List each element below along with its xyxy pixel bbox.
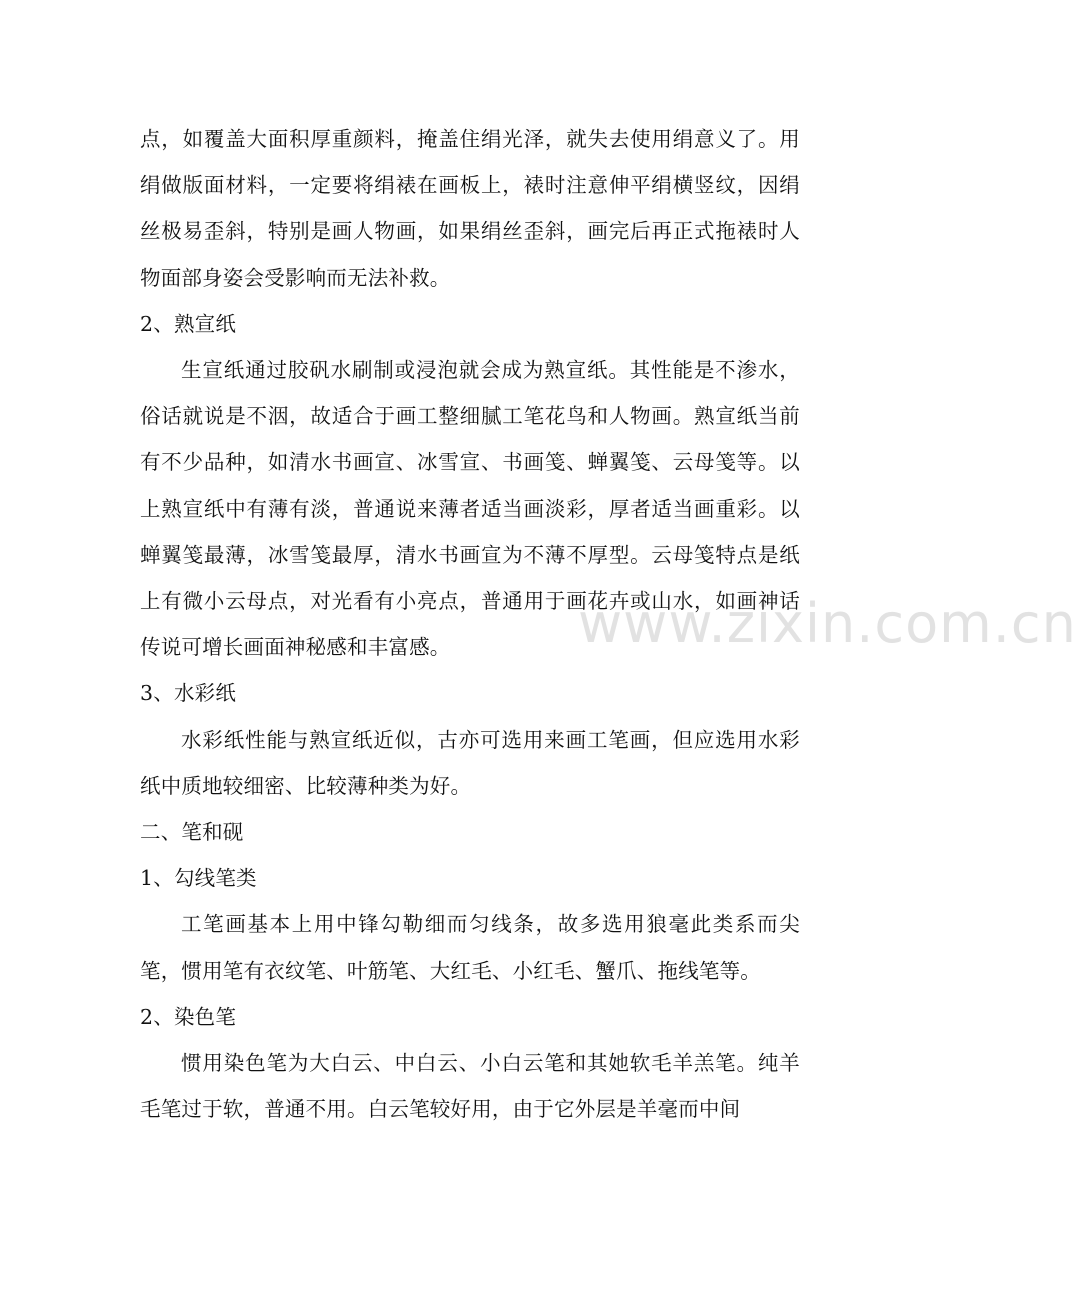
paragraph-coloring-brushes: 惯用染色笔为大白云、中白云、小白云笔和其她软毛羊羔笔。纯羊毛笔过于软，普通不用。白云笔较好用，由于它外层是羊毫而中间 [140, 1051, 800, 1122]
document-body [140, 116, 800, 1132]
heading-brush-and-inkstone: 二、笔和砚 [140, 820, 244, 845]
paragraph-silk-continued: 点，如覆盖大面积厚重颜料，掩盖住绢光泽，就失去使用绢意义了。用绢做版面材料，一定要将绢裱在画板上，裱时注意伸平绢横竖纹，因绢丝极易歪斜，特别是画人物画，如果绢丝歪斜，画完后再正式拖裱时人物面部身姿会受影响而无法补救。 [140, 127, 800, 290]
heading-coloring-brushes: 2、染色笔 [140, 1004, 237, 1029]
heading-line-brushes: 1、勾线笔类 [140, 866, 257, 891]
paragraph-shu-xuan-paper: 生宣纸通过胶矾水刷制或浸泡就会成为熟宣纸。其性能是不渗水，俗话就说是不洇，故适合于画工整细腻工笔花鸟和人物画。熟宣纸当前有不少品种，如清水书画宣、冰雪宣、书画笺、蝉翼笺、云母笺等。以上熟宣纸中有薄有淡，普通说来薄者适当画淡彩，厚者适当画重彩。以蝉翼笺最薄，冰雪笺最厚，清水书画宣为不薄不厚型。云母笺特点是纸上有微小云母点，对光看有小亮点，普通用于画花卉或山水，如画神话传说可增长画面神秘感和丰富感。 [140, 358, 800, 660]
watermark: www.zixin.com.cn [578, 592, 1077, 655]
heading-shu-xuan-paper: 2、熟宣纸 [140, 311, 237, 336]
paragraph-line-brushes: 工笔画基本上用中锋勾勒细而匀线条，故多选用狼毫此类系而尖笔，惯用笔有衣纹笔、叶筋笔、大红毛、小红毛、蟹爪、拖线笔等。 [140, 912, 800, 983]
heading-watercolor-paper: 3、水彩纸 [140, 681, 237, 706]
paragraph-watercolor-paper: 水彩纸性能与熟宣纸近似，古亦可选用来画工笔画，但应选用水彩纸中质地较细密、比较薄种类为好。 [140, 727, 800, 798]
